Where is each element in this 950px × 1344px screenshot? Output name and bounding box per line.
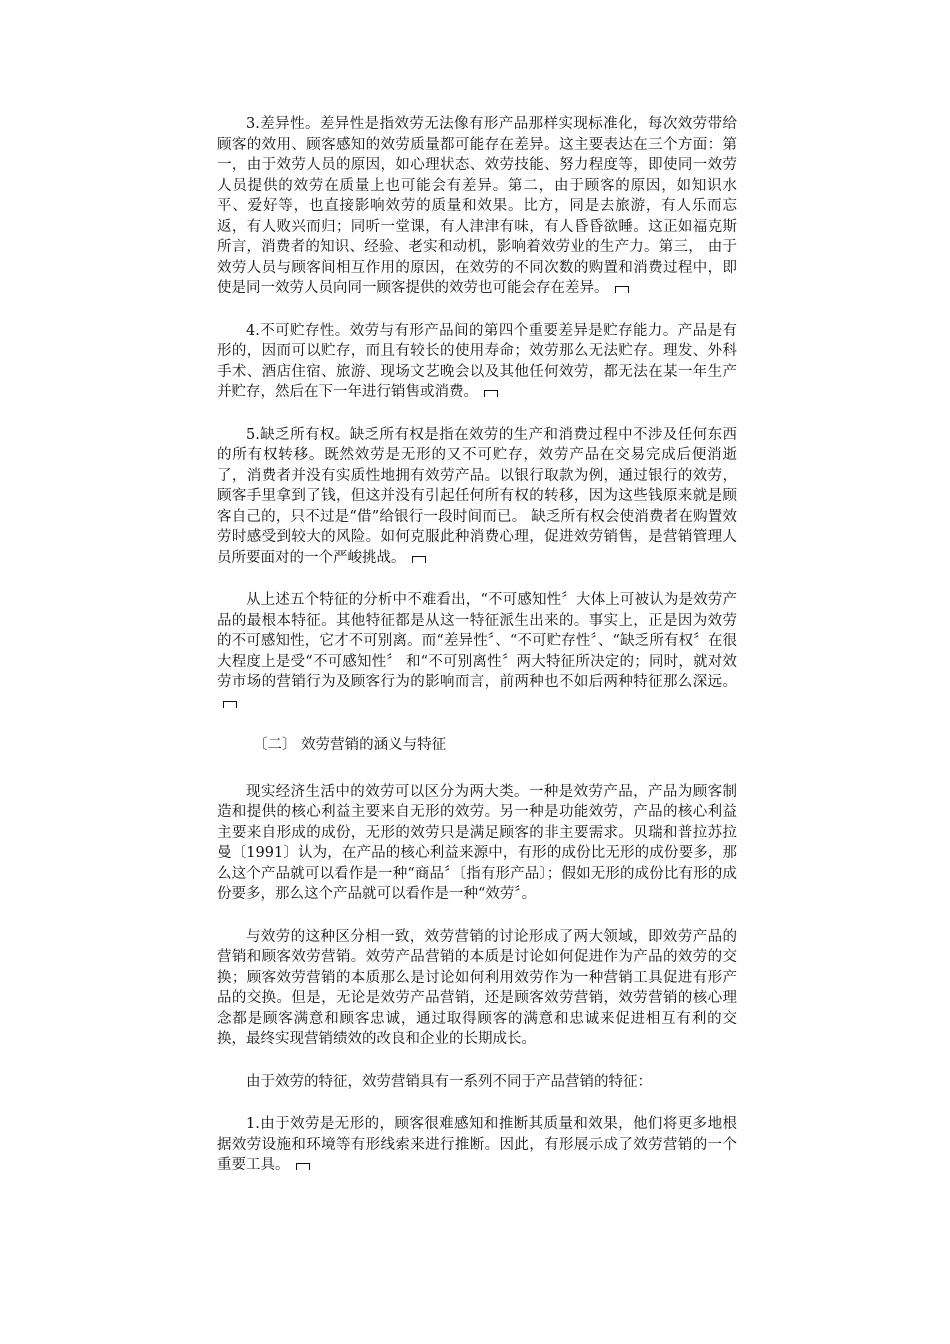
- paragraph-marketing-intro: 由于效劳的特征，效劳营销具有一系列不同于产品营销的特征：: [246, 1073, 652, 1090]
- paragraph-mark-icon: [296, 1163, 310, 1170]
- paragraph-summary: 从上述五个特征的分析中不难看出，“不可感知性〞大体上可被认为是效劳产品的最根本特征。其他特征都是从这一特征派生出来的。事实上，正是因为效劳的不可感知性，它才不可别离。而“差异性〞、“不可贮存性〞、“缺乏所有权〞在很大程度上是受“不可感知性〞 和“不可别离性〞两大特征所决定的；同时，就对效劳市场的营销行为及顾客行为的影响而言，前两种也不如后两种特征那么深远。: [217, 590, 737, 713]
- paragraph-mark-icon: [412, 556, 426, 563]
- paragraph-marketing-fields: 与效劳的这种区分相一致，效劳营销的讨论形成了两大领域，即效劳产品的营销和顾客效劳营销。效劳产品营销的本质是讨论如何促进作为产品的效劳的交换；顾客效劳营销的本质那么是讨论如何利用效劳作为一种营销工具促进有形产品的交换。但是，无论是效劳产品营销，还是顾客效劳营销，效劳营销的核心理念都是顾客满意和顾客忠诚，通过取得顾客的满意和忠诚来促进相互有利的交换，最终实现营销绩效的改良和企业的长期成长。: [217, 928, 737, 1047]
- paragraph-mark-icon: [484, 390, 498, 397]
- paragraph-heterogeneity: 3.差异性。差异性是指效劳无法像有形产品那样实现标准化，每次效劳带给顾客的效用、顾客感知的效劳质量都可能存在差异。这主要表达在三个方面：第一，由于效劳人员的原因，如心理状态、效劳技能、努力程度等，即使同一效劳人员提供的效劳在质量上也可能会有差异。第二，由于顾客的原因，如知识水平、爱好等，也直接影响效劳的质量和效果。比方，同是去旅游，有人乐而忘返，有人败兴而归；同听一堂课，有人津津有味，有人昏昏欲睡。这正如福克斯所言，消费者的知识、经验、老实和动机，影响着效劳业的生产力。第三， 由于效劳人员与顾客间相互作用的原因，在效劳的不同次数的购置和消费过程中，即使是同一效劳人员向同一顾客提供的效劳也可能会存在差异。: [217, 116, 737, 296]
- section-heading: 〔二〕 效劳营销的涵义与特征: [253, 737, 447, 753]
- paragraph-mark-icon: [223, 701, 237, 708]
- paragraph-mark-icon: [615, 286, 629, 293]
- paragraph-service-types: 现实经济生活中的效劳可以区分为两大类。一种是效劳产品，产品为顾客制造和提供的核心利益主要来自无形的效劳。另一种是功能效劳，产品的核心利益主要来自形成的成份，无形的效劳只是满足顾客的非主要需求。贝瑞和普拉苏拉曼〔1991〕认为，在产品的核心利益来源中，有形的成份比无形的成份要多，那么这个产品就可以看作是一种“商品〞〔指有形产品〕；假如无形的成份比有形的成份要多，那么这个产品就可以看作是一种“效劳〞。: [217, 783, 737, 902]
- document-body: [217, 114, 737, 1198]
- paragraph-ownership: 5.缺乏所有权。缺乏所有权是指在效劳的生产和消费过程中不涉及任何东西的所有权转移。既然效劳是无形的又不可贮存，效劳产品在交易完成后便消逝了，消费者并没有实质性地拥有效劳产品。以银行取款为例，通过银行的效劳，顾客手里拿到了钱，但这并没有引起任何所有权的转移，因为这些钱原来就是顾客自己的，只不过是“借”给银行一段时间而已。 缺乏所有权会使消费者在购置效劳时感受到较大的风险。如何克服此种消费心理，促进效劳销售，是营销管理人员所要面对的一个严峻挑战。: [217, 426, 737, 566]
- paragraph-feature-one: 1.由于效劳是无形的，顾客很难感知和推断其质量和效果，他们将更多地根据效劳设施和环境等有形线索来进行推断。因此，有形展示成了效劳营销的一个重要工具。: [217, 1116, 737, 1173]
- paragraph-perishability: 4.不可贮存性。效劳与有形产品间的第四个重要差异是贮存能力。产品是有形的，因而可以贮存，而且有较长的使用寿命；效劳那么无法贮存。理发、外科手术、酒店住宿、旅游、现场文艺晚会以及其他任何效劳，都无法在某一年生产并贮存，然后在下一年进行销售或消费。: [217, 322, 737, 400]
